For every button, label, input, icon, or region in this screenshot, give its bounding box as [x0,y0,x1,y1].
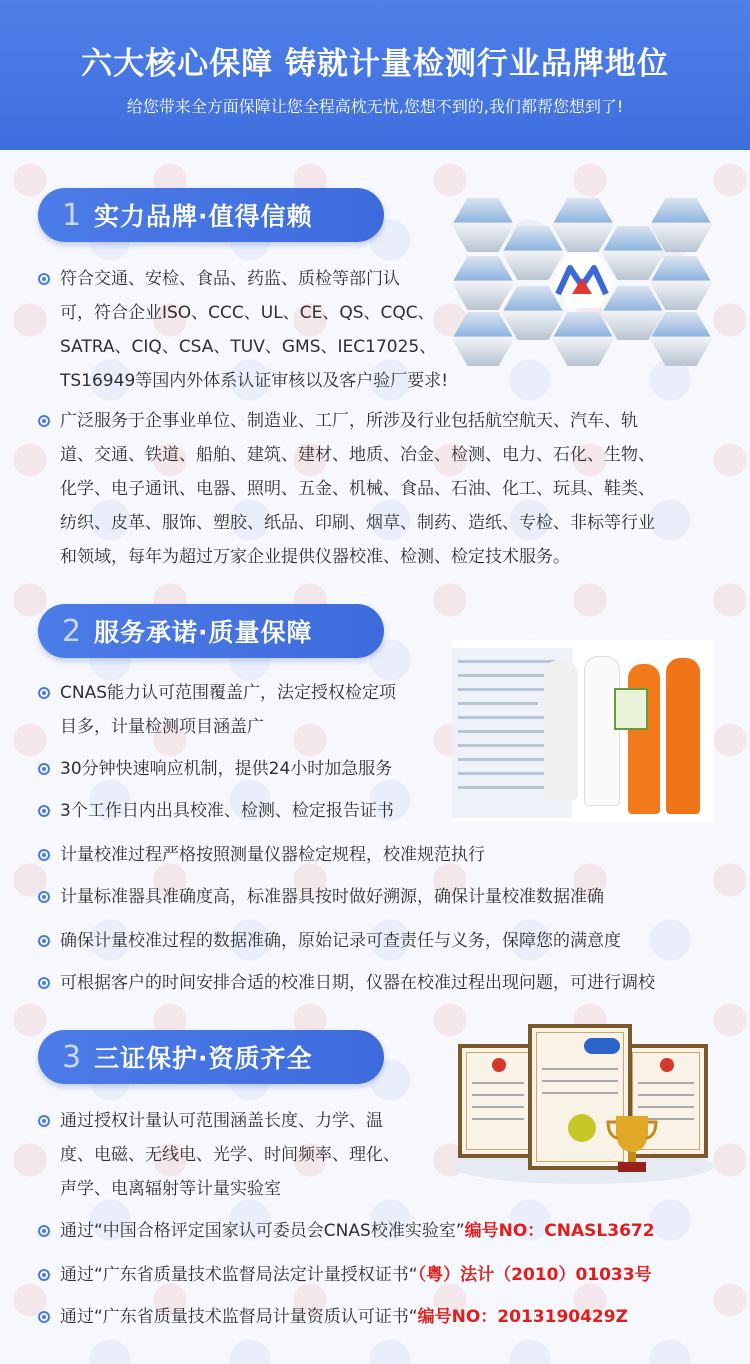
section-1-heading [38,188,384,242]
section-2-bullet-1: CNAS能力认可范围覆盖广，法定授权检定项 目多，计量检测项目涵盖广 [38,676,458,744]
held-certificate [614,688,648,730]
certificates-photo [452,1018,714,1190]
lab-photo [452,256,514,310]
cert-line-cnas: 通过“中国合格评定国家认可委员会CNAS校准实验室”编号NO：CNASL3672 [38,1214,738,1248]
page-header [0,0,750,150]
page-title: 六大核心保障 铸就计量检测行业品牌地位 [81,46,669,82]
section-2-bullet-7: 可根据客户的时间安排合适的校准日期，仪器在校准过程出现问题，可进行调校 [38,966,738,1000]
trophy-icon [604,1112,660,1174]
section-2-bullet-4: 计量校准过程严格按照测量仪器检定规程，校准规范执行 [38,838,728,872]
section-3-number: 3 [62,1039,82,1075]
bullet-circle-icon [38,415,50,427]
section-1-title: 实力品牌·值得信赖 [94,202,313,231]
bullet-circle-icon [38,687,50,699]
lab-photo [552,198,614,252]
section-2-heading [38,604,384,658]
section-1-bullet-1: 符合交通、安检、食品、药监、质检等部门认 可，符合企业ISO、CCC、UL、CE、QS、CQC、 SATRA、CIQ、CSA、TUV、GMS、IEC17025、 TS16949等国内外体系认证审核以及客户验厂要求! [38,262,458,398]
cnas-code: 编号NO：CNASL3672 [464,1221,655,1241]
bullet-circle-icon [38,763,50,775]
section-3-title: 三证保护·资质齐全 [94,1044,313,1073]
bullet-circle-icon [38,805,50,817]
cert-line-authorization: 通过“广东省质量技术监督局法定计量授权证书“（粤）法计（2010）01033号 [38,1258,750,1292]
worker-white-coat [544,660,578,800]
section-3-bullet-1: 通过授权计量认可范围涵盖长度、力学、温 度、电磁、无线电、光学、时间频率、理化、 声学、电离辐射等计量实验室 [38,1104,458,1206]
section-2-number: 2 [62,613,82,649]
company-m-logo-icon [554,260,610,300]
bullet-circle-icon [38,1225,50,1237]
worker-orange-vest [628,664,660,814]
section-3-heading [38,1030,384,1084]
page-subtitle: 给您带来全方面保障让您全程高枕无忧,您想不到的,我们都帮您想到了! [126,97,624,116]
lab-photo [602,226,664,280]
section-2-bullet-6: 确保计量校准过程的数据准确，原始记录可查责任与义务，保障您的满意度 [38,924,728,958]
bullet-circle-icon [38,1311,50,1323]
bullet-circle-icon [38,849,50,861]
section-2-bullet-2: 30分钟快速响应机制，提供24小时加急服务 [38,752,458,786]
authorization-code: （粤）法计（2010）01033号 [417,1265,652,1285]
section-2-bullet-5: 计量标准器具准确度高，标准器具按时做好溯源，确保计量校准数据准确 [38,880,728,914]
bullet-circle-icon [38,273,50,285]
staff-with-certificate-photo [452,640,714,822]
worker-white-coat [584,656,620,806]
bullet-circle-icon [38,977,50,989]
lab-photo [452,312,514,366]
bullet-circle-icon [38,1115,50,1127]
certificate-left [458,1044,538,1158]
lab-photo [552,312,614,366]
qualification-code: 编号NO：2013190429Z [417,1307,628,1327]
section-2-title: 服务承诺·质量保障 [94,618,313,647]
bullet-circle-icon [38,935,50,947]
lab-photo [650,198,712,252]
section-1-bullet-2: 广泛服务于企事业单位、制造业、工厂，所涉及行业包括航空航天、汽车、轨 道、交通、铁道、船舶、建筑、建材、地质、冶金、检测、电力、石化、生物、 化学、电子通讯、电器、照明、五金、机械、食品、石油、化工、玩具、鞋类、 纺织、皮革、服饰、塑胶、纸品、印刷、烟草、制药、造纸、专检、非标等行业 和领域，每年为超过万家企业提供仪器校准、检测、检定技术服务。 [38,404,728,574]
cert-line-qualification: 通过“广东省质量技术监督局计量资质认可证书“编号NO：2013190429Z [38,1300,738,1334]
lab-photo-collage [450,190,714,366]
section-2-bullet-3: 3个工作日内出具校准、检测、检定报告证书 [38,794,458,828]
lab-photo [452,198,514,252]
lab-photo [650,256,712,310]
bullet-circle-icon [38,891,50,903]
section-1-number: 1 [62,197,82,233]
worker-orange-vest [666,658,700,814]
bullet-circle-icon [38,1269,50,1281]
